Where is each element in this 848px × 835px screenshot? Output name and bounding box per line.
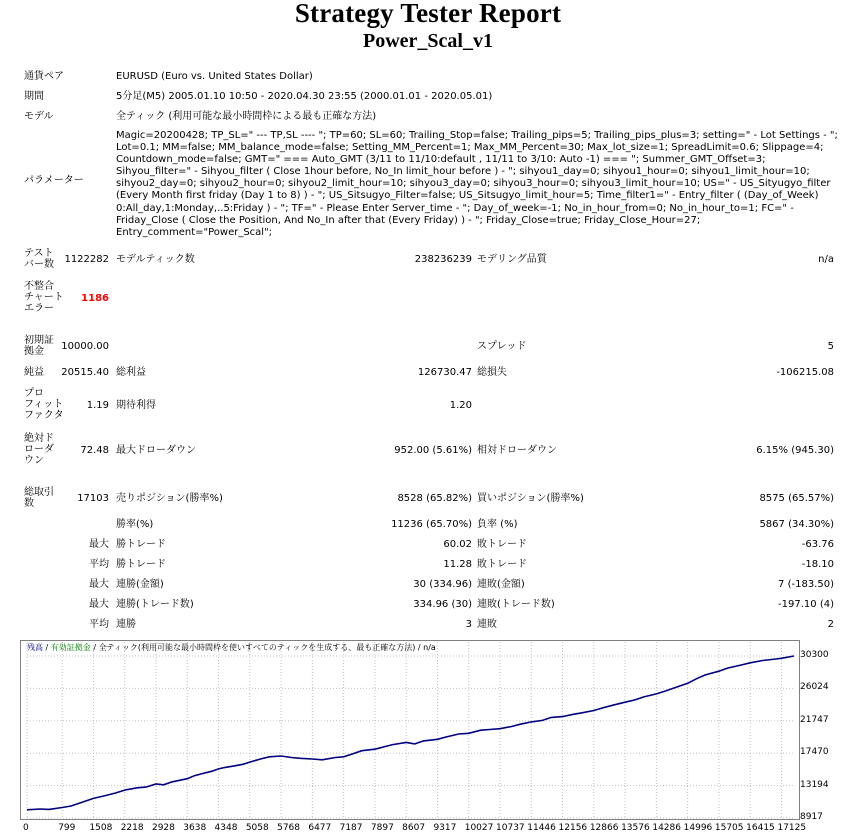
params-value: Magic=20200428; TP_SL=" --- TP,SL ---- "; TP=60; SL=60; Trailing_Stop=false; Trailing_pips=5; Trailing_pips_plus=3; setting=" - Lot Settings - "; Lot=0.1; MM=false; MM_balance_mode=false; Setting_MM_Percent=1; Max_MM_Percent=30; Max_lot_size=1; SpreadLimit=0.6; Slippage=4; Countdown_mode=false; GMT=" === Auto_GMT (3/11 to 11/10:default , 11/11 to 3/10: Auto -1) === "; Summer_GMT_Offset=3; Sihyou_filter=" - Sihyou_filter ( Close 1hour before, No_In limit_hour before ) - "; sihyou1_day=0; sihyou1_hour=0; sihyou1_limit_hour=10; sihyou2_day=0; sihyou2_hour=0; sihyou2_limit_hour=10; sihyou3_day=0; sihyou3_hour=0; sihyou3_limit_hour=10; US=" - US_Sityugyo_filter (Every Month first friday (Day 1 to 8) ) - "; US_Sitsugyo_Filter=false; US_Sitsugyo_limit_hour=5; Time_filter1=" - Entry_filter ( (Day_of_Week) 0:All_day,1:Monday,..5:Friday ) - "; TF=" - Please Enter Server_time - "; Day_of_week=-1; No_in_hour_from=0; No_in_hour_to=1; FC=" - Friday_Close ( Close the Position, And No_In after that (Every Friday) ) - "; Friday_Close=true; Friday_Close_Hour=27; Entry_comment="Power_Scal"; xyxy=(116,130,838,238)
total-trades-value: 17103 xyxy=(77,493,109,504)
mismatch-label: 不整合 チャート エラー xyxy=(24,281,64,314)
initial-deposit-value: 10000.00 xyxy=(61,341,109,352)
x-tick-label: 17125 xyxy=(777,823,807,833)
spread-label: スプレッド xyxy=(477,341,527,352)
period-label: 期間 xyxy=(24,91,44,102)
x-tick-label: 2928 xyxy=(151,823,175,833)
avg-consec-wins-value: 3 xyxy=(465,619,472,630)
rel-drawdown-value: 6.15% (945.30) xyxy=(756,445,834,456)
x-tick-label: 10027 xyxy=(464,823,494,833)
long-positions-label: 買いポジション(勝率%) xyxy=(477,493,584,504)
gross-loss-label: 総損失 xyxy=(477,367,507,378)
x-tick-label: 3638 xyxy=(183,823,207,833)
x-tick-label: 5768 xyxy=(277,823,301,833)
model-quality-value: n/a xyxy=(818,254,834,265)
report-subtitle: Power_Scal_v1 xyxy=(363,30,493,52)
max-drawdown-value: 952.00 (5.61%) xyxy=(394,445,472,456)
expected-payoff-value: 1.20 xyxy=(449,400,472,411)
abs-drawdown-label: 絶対ド ローダ ウン xyxy=(24,433,54,466)
mismatch-value: 1186 xyxy=(81,293,109,304)
max-consec-loss-label: 連敗(トレード数) xyxy=(477,599,555,610)
report-title: Strategy Tester Report xyxy=(294,0,562,28)
x-tick-label: 14286 xyxy=(652,823,681,833)
legend-separator: / xyxy=(43,643,51,652)
initial-deposit-label: 初期証 拠金 xyxy=(24,335,54,357)
largest-label: 最大 xyxy=(89,539,109,550)
model-label: モデル xyxy=(24,111,54,122)
max-consec-wins-value: 30 (334.96) xyxy=(413,579,472,590)
short-positions-label: 売りポジション(勝率%) xyxy=(116,493,223,504)
y-tick-label: 13194 xyxy=(800,779,829,790)
avg-consec-label: 平均 xyxy=(89,619,109,630)
avg-consec-losses-value: 2 xyxy=(827,619,834,630)
x-tick-label: 2218 xyxy=(120,823,144,833)
chart-legend xyxy=(27,643,436,653)
legend-separator: / xyxy=(90,643,99,652)
symbol-value: EURUSD (Euro vs. United States Dollar) xyxy=(116,71,313,82)
average-label: 平均 xyxy=(89,559,109,570)
max-consec-losses-value: 7 (-183.50) xyxy=(778,579,834,590)
x-tick-label: 9317 xyxy=(433,823,457,833)
x-tick-label: 15705 xyxy=(714,823,744,833)
avg-consec-losses-label: 連敗 xyxy=(477,619,497,630)
x-tick-label: 7187 xyxy=(339,823,363,833)
legend-model: 全ティック(利用可能な最小時間枠を使いすべてのティックを生成する、最も正確な方法) xyxy=(98,643,416,652)
abs-drawdown-value: 72.48 xyxy=(80,445,109,456)
profit-factor-label: プロ フィット ファクタ xyxy=(24,388,64,421)
max-consec-losses-label: 連敗(金額) xyxy=(477,579,525,590)
y-tick-label: 30300 xyxy=(800,650,829,660)
average-profit-value: 11.28 xyxy=(443,559,472,570)
x-tick-label: 12866 xyxy=(589,823,619,833)
legend-quality: n/a xyxy=(423,643,436,652)
x-tick-label: 11446 xyxy=(527,823,556,833)
long-positions-value: 8575 (65.57%) xyxy=(759,493,834,504)
max-consec-profit-value: 334.96 (30) xyxy=(413,599,472,610)
largest-loss-value: -63.76 xyxy=(801,539,834,550)
profit-trades-label: 勝率(%) xyxy=(116,519,154,530)
max-consec-profit-label: 連勝(トレード数) xyxy=(116,599,194,610)
x-tick-label: 16415 xyxy=(746,823,775,833)
x-tick-label: 12156 xyxy=(558,823,588,833)
profit-factor-value: 1.19 xyxy=(86,400,109,411)
x-tick-label: 1508 xyxy=(89,823,113,833)
gross-profit-label: 総利益 xyxy=(116,367,146,378)
max-consec-wins-label: 連勝(金額) xyxy=(116,579,164,590)
net-profit-label: 純益 xyxy=(24,367,44,378)
params-label: パラメーター xyxy=(24,175,84,186)
x-tick-label: 10737 xyxy=(496,823,525,833)
x-tick-label: 5058 xyxy=(245,823,269,833)
gross-profit-value: 126730.47 xyxy=(417,367,472,378)
spread-value: 5 xyxy=(827,341,834,352)
y-tick-label: 8917 xyxy=(800,812,823,822)
rel-drawdown-label: 相対ドローダウン xyxy=(477,445,557,456)
largest-profit-value: 60.02 xyxy=(443,539,472,550)
max-consec-label: 最大 xyxy=(89,579,109,590)
total-trades-label: 総取引 数 xyxy=(24,487,54,509)
symbol-label: 通貨ペア xyxy=(24,71,64,82)
loss-trades-label: 負率 (%) xyxy=(477,519,518,530)
average-profit-label: 勝トレード xyxy=(116,559,166,570)
short-positions-value: 8528 (65.82%) xyxy=(397,493,472,504)
legend-equity: 有効証拠金 xyxy=(50,643,91,652)
model-value: 全ティック (利用可能な最小時間枠による最も正確な方法) xyxy=(116,111,377,122)
loss-trades-value: 5867 (34.30%) xyxy=(759,519,834,530)
max-consec2-label: 最大 xyxy=(89,599,109,610)
y-tick-label: 26024 xyxy=(800,682,829,693)
x-tick-label: 799 xyxy=(58,823,76,833)
net-profit-value: 20515.40 xyxy=(61,367,109,378)
x-tick-label: 13576 xyxy=(621,823,650,833)
max-consec-loss-value: -197.10 (4) xyxy=(778,599,834,610)
average-loss-label: 敗トレード xyxy=(477,559,527,570)
largest-profit-label: 勝トレード xyxy=(116,539,166,550)
largest-loss-label: 敗トレード xyxy=(477,539,527,550)
x-tick-label: 4348 xyxy=(214,823,238,833)
expected-payoff-label: 期待利得 xyxy=(116,400,156,411)
x-tick-label: 0 xyxy=(23,823,29,833)
max-drawdown-label: 最大ドローダウン xyxy=(116,445,196,456)
y-tick-label: 17470 xyxy=(800,747,829,758)
x-tick-label: 6477 xyxy=(308,823,332,833)
balance-series-line xyxy=(27,656,794,810)
x-tick-label: 8607 xyxy=(402,823,426,833)
model-ticks-value: 238236239 xyxy=(414,254,472,265)
average-loss-value: -18.10 xyxy=(801,559,834,570)
y-tick-label: 21747 xyxy=(800,714,829,725)
x-tick-label: 7897 xyxy=(370,823,394,833)
test-bars-value: 1122282 xyxy=(64,254,109,265)
model-quality-label: モデリング品質 xyxy=(477,254,547,265)
profit-trades-value: 11236 (65.70%) xyxy=(391,519,472,530)
test-bars-label: テスト バー数 xyxy=(24,248,54,270)
avg-consec-wins-label: 連勝 xyxy=(116,619,136,630)
x-tick-label: 14996 xyxy=(683,823,713,833)
balance-chart-svg xyxy=(21,641,799,819)
legend-balance: 残高 xyxy=(27,643,43,652)
model-ticks-label: モデルティック数 xyxy=(116,254,195,265)
gross-loss-value: -106215.08 xyxy=(776,367,834,378)
period-value: 5分足(M5) 2005.01.10 10:50 - 2020.04.30 23:55 (2000.01.01 - 2020.05.01) xyxy=(116,91,493,102)
balance-chart xyxy=(20,640,800,820)
legend-separator: / xyxy=(415,643,424,652)
